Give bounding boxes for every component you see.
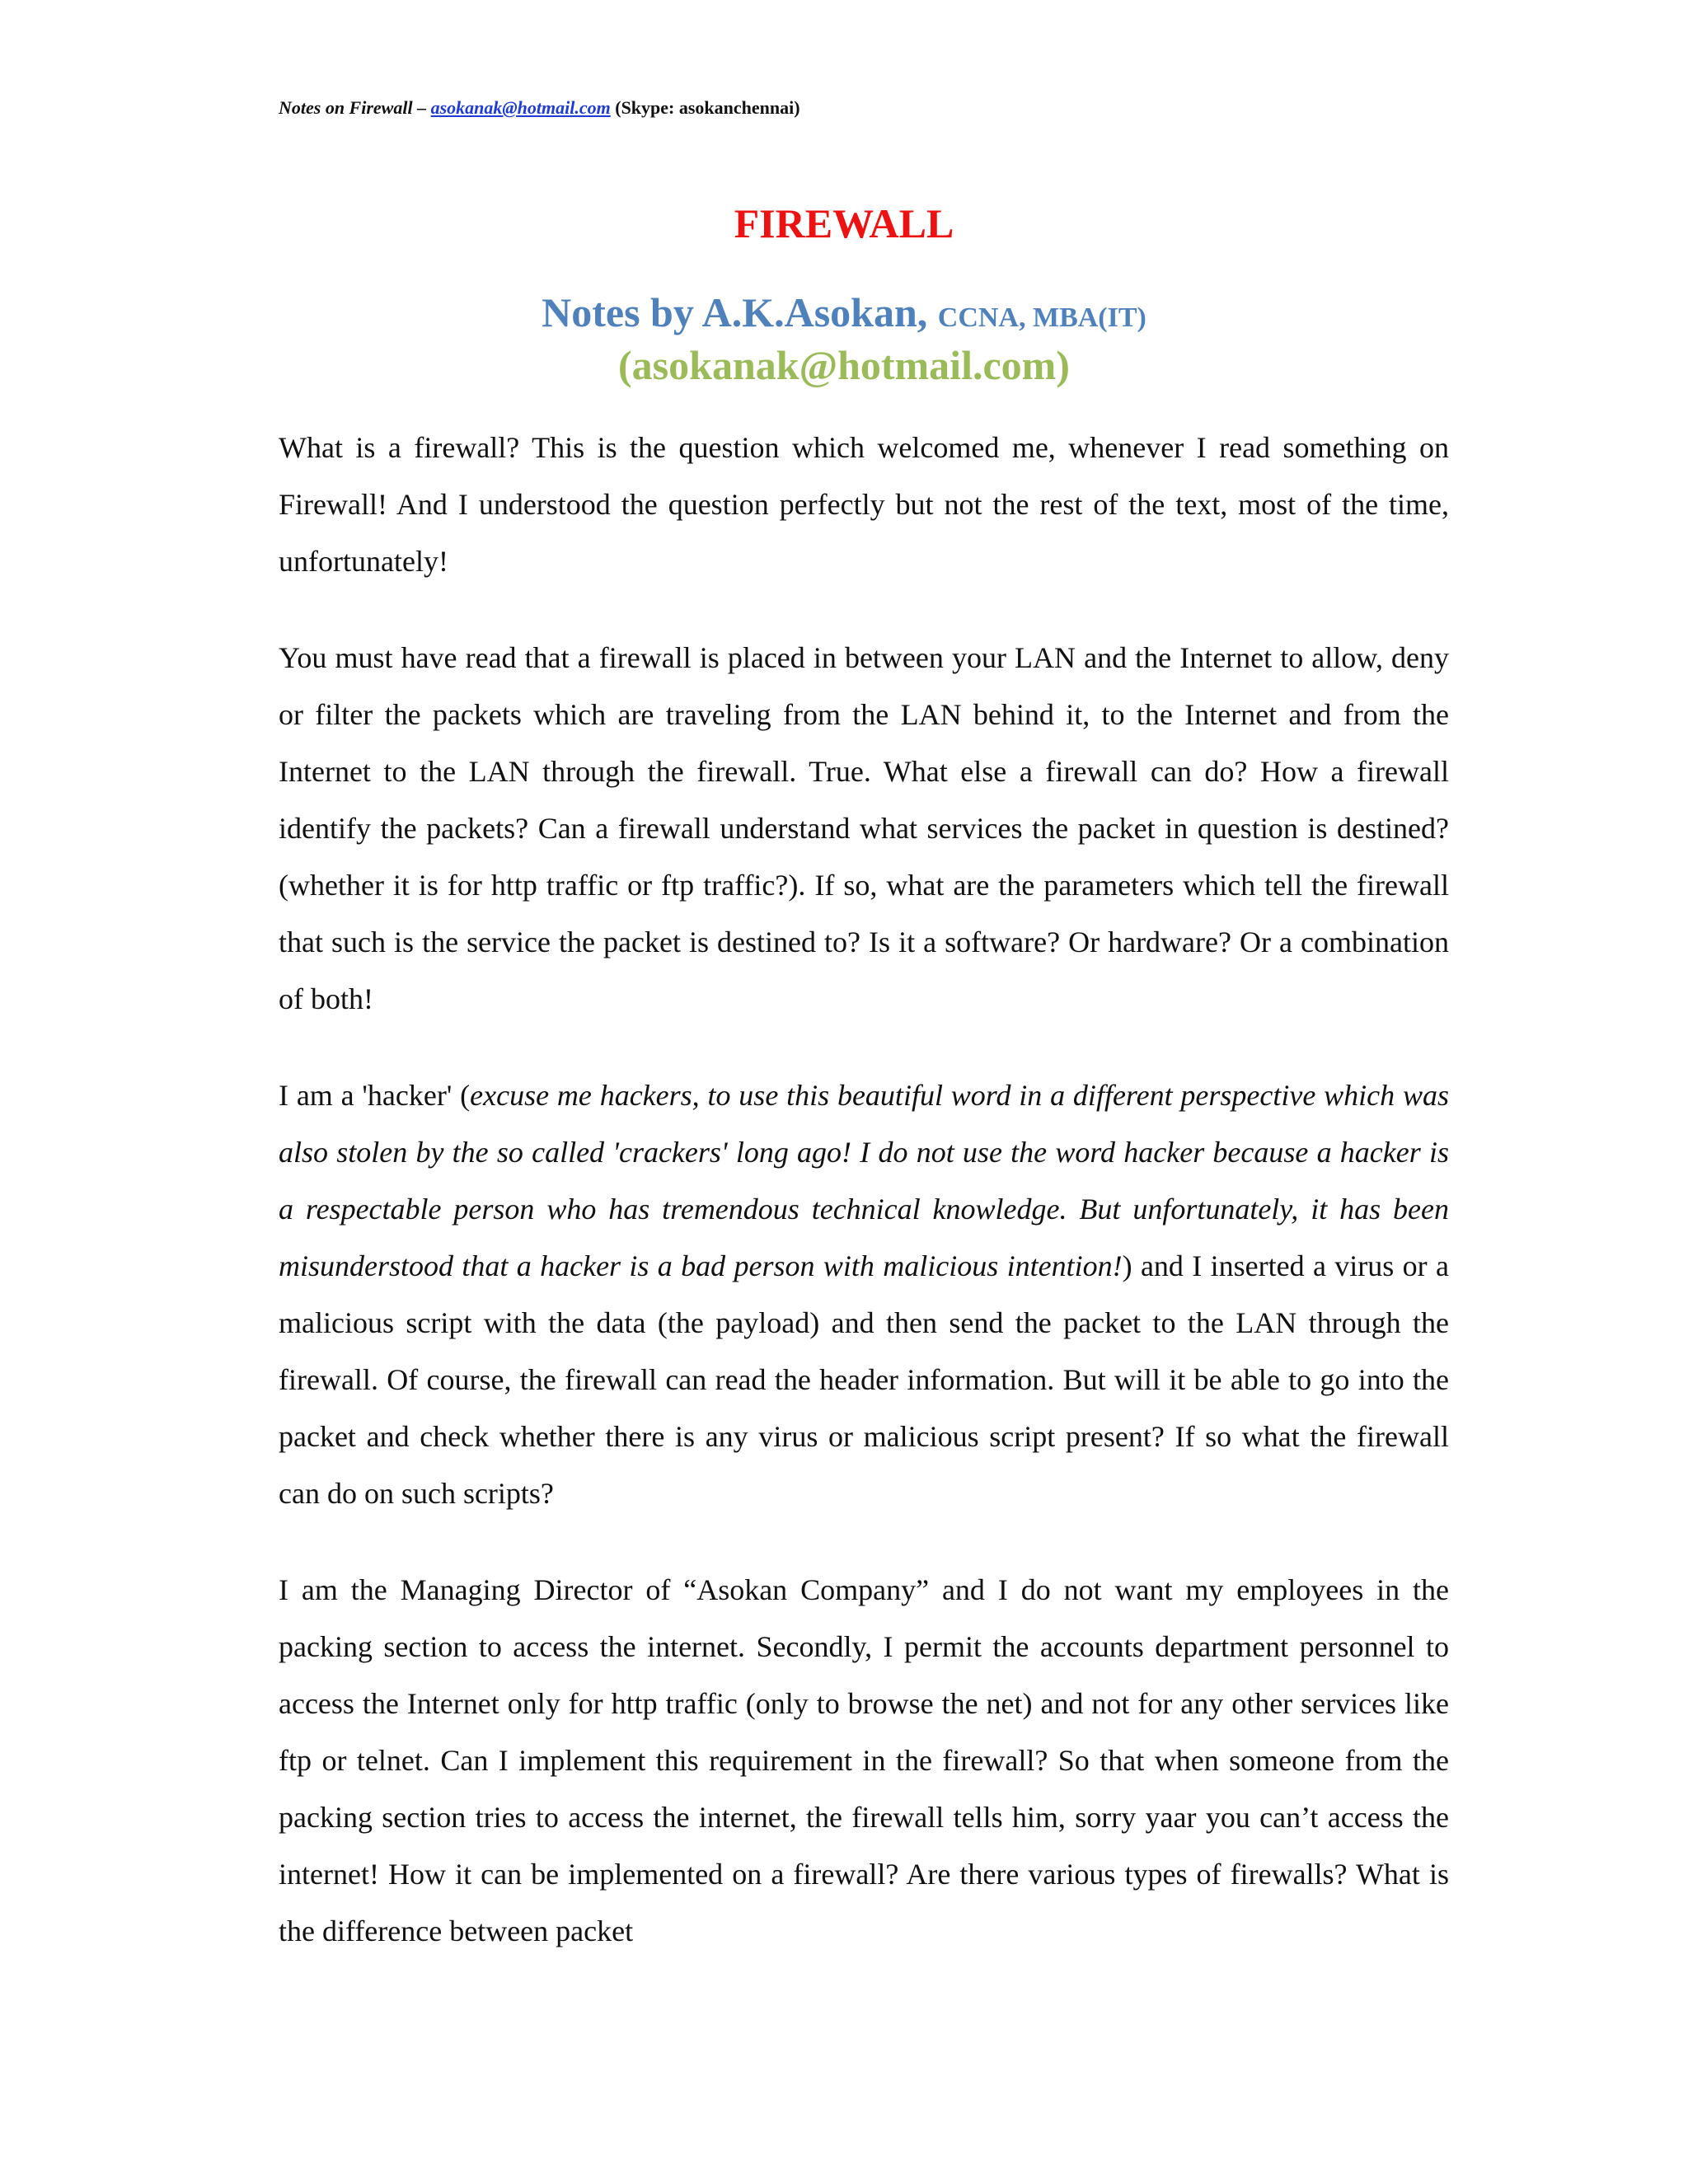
author-name: Notes by A.K.Asokan,: [542, 289, 928, 335]
header-skype: (Skype: asokanchennai): [615, 97, 800, 118]
document-title: FIREWALL: [734, 200, 954, 246]
body-text: [279, 419, 1449, 1960]
author-credentials: CCNA, MBA(IT): [937, 302, 1146, 333]
author-line: [0, 285, 1688, 345]
author-email: (asokanak@hotmail.com): [618, 342, 1070, 388]
paragraph-3-end: ) and I inserted a virus or a malicious script with the data (the payload) and then send the packet to the LAN through the firewall. Of course, the firewall can read the header information. But will it be able to go into the packet and check whether there is any virus or malicious script present? If so what the firewall can do on such scripts?: [279, 1249, 1450, 1510]
paragraph-1: What is a firewall? This is the question which welcomed me, whenever I read something on Firewall! And I understood the question perfectly but not the rest of the text, most of the time, unfortunately!: [279, 431, 1449, 578]
header-title: Notes on Firewall –: [279, 97, 427, 118]
running-header: [279, 97, 800, 119]
header-email-link[interactable]: asokanak@hotmail.com: [430, 97, 611, 118]
paragraph-4: I am the Managing Director of “Asokan Company” and I do not want my employees in the packing section to access the internet. Secondly, I permit the accounts department personnel to access the Internet only for http traffic (only to browse the net) and not for any other services like ftp or telnet. Can I implement this requirement in the firewall? So that when someone from the packing section tries to access the internet, the firewall tells him, sorry yaar you can’t access the internet! How it can be implemented on a firewall? Are there various types of firewalls? What is the difference between packet: [279, 1573, 1449, 1947]
paragraph-3-start: I am a 'hacker' (: [279, 1079, 471, 1112]
paragraph-2: You must have read that a firewall is placed in between your LAN and the Internet to allow, deny or filter the packets which are traveling from the LAN behind it, to the Internet and from the Internet to the LAN through the firewall. True. What else a firewall can do? How a firewall identify the packets? Can a firewall understand what services the packet in question is destined? (whether it is for http traffic or ftp traffic?). If so, what are the parameters which tell the firewall that such is the service the packet is destined to? Is it a software? Or hardware? Or a combination of both!: [279, 641, 1449, 1015]
paragraph-3: [279, 1067, 1449, 1522]
paragraph-3-aside: excuse me hackers, to use this beautiful word in a different perspective which was also stolen by the so called 'crackers' long ago! I do not use the word hacker because a hacker is a respectable person who has tremendous technical knowledge. But unfortunately, it has been misunderstood that a hacker is a bad person with malicious intention!: [279, 1079, 1449, 1282]
